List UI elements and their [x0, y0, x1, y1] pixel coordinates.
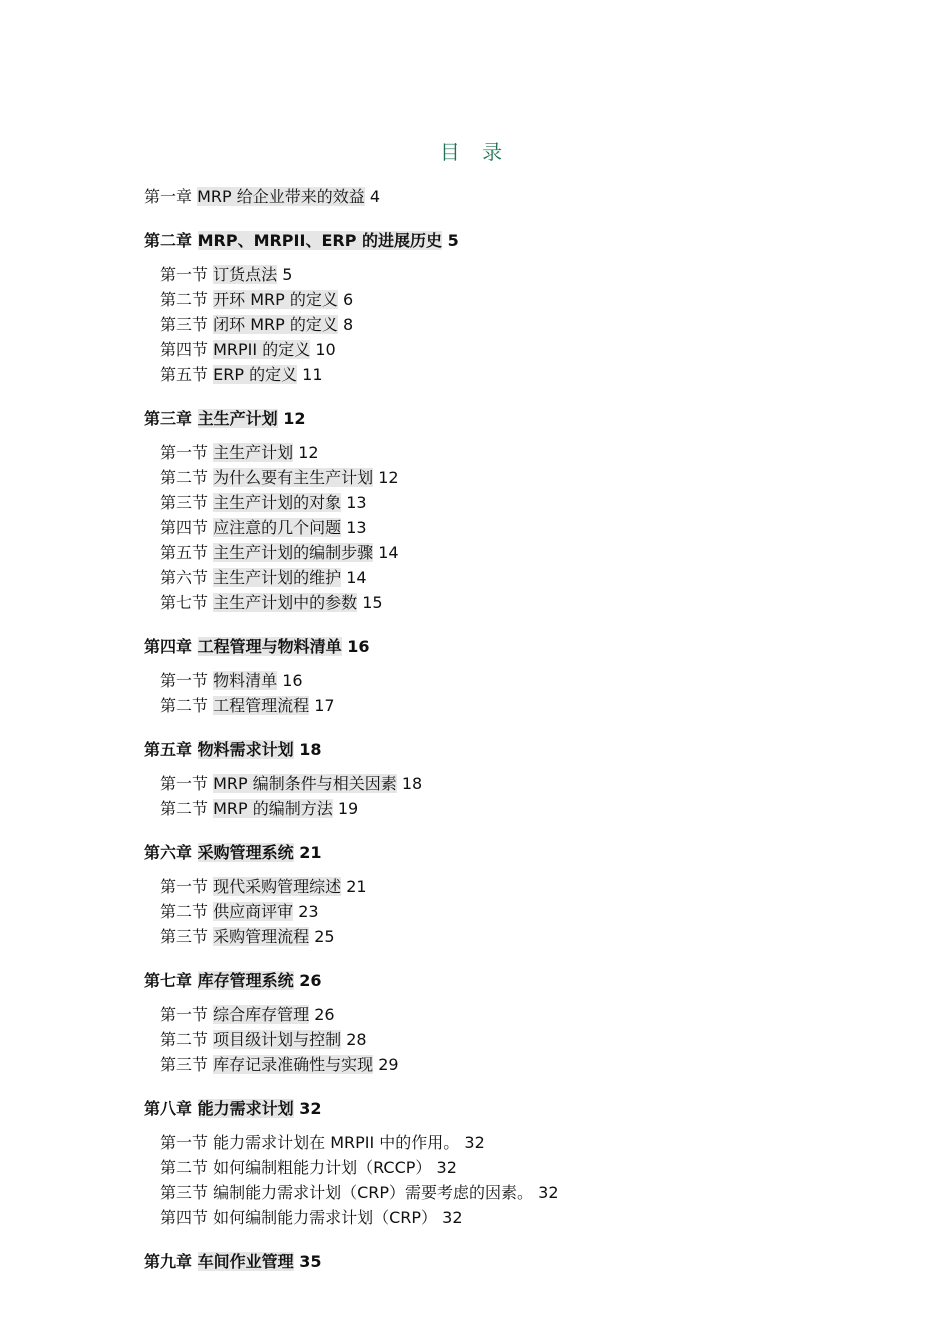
- toc-entry-page-number: 32: [538, 1183, 559, 1202]
- toc-entry-title: 现代采购管理综述: [213, 877, 342, 896]
- toc-entry-number: 第四节: [160, 340, 209, 359]
- toc-section-entry[interactable]: [144, 1052, 864, 1077]
- toc-entry-title: MRP 编制条件与相关因素: [213, 774, 397, 793]
- toc-entry-page-number: 26: [314, 1005, 335, 1024]
- toc-section-entry[interactable]: [144, 515, 864, 540]
- toc-entry-title: 采购管理系统: [197, 843, 294, 862]
- toc-entry-title: 车间作业管理: [197, 1252, 294, 1271]
- toc-entry-page-number: 13: [346, 493, 367, 512]
- toc-entry-title: 订货点法: [213, 265, 278, 284]
- toc-entry-page-number: 21: [346, 877, 367, 896]
- toc-entry-number: 第一节: [160, 877, 209, 896]
- table-of-contents: [144, 184, 864, 1283]
- toc-entry-number: 第一节: [160, 671, 209, 690]
- toc-section-entry[interactable]: [144, 565, 864, 590]
- toc-entry-title: 工程管理流程: [213, 696, 310, 715]
- toc-entry-number: 第五节: [160, 365, 209, 384]
- toc-section-entry[interactable]: [144, 440, 864, 465]
- toc-entry-number: 第七节: [160, 593, 209, 612]
- toc-entry-title: 物料需求计划: [197, 740, 294, 759]
- toc-section-entry[interactable]: [144, 796, 864, 821]
- toc-chapter-entry[interactable]: [144, 968, 864, 993]
- toc-entry-number: 第三节: [160, 927, 209, 946]
- toc-section-entry[interactable]: [144, 693, 864, 718]
- toc-entry-page-number: 12: [283, 409, 306, 428]
- toc-chapter-entry[interactable]: [144, 737, 864, 762]
- toc-section-entry[interactable]: [144, 337, 864, 362]
- toc-entry-title: ERP 的定义: [213, 365, 298, 384]
- toc-entry-page-number: 21: [299, 843, 322, 862]
- toc-entry-number: 第一节: [160, 1005, 209, 1024]
- toc-entry-page-number: 18: [299, 740, 322, 759]
- toc-entry-title: 为什么要有主生产计划: [213, 468, 374, 487]
- toc-entry-title: 如何编制粗能力计划（RCCP）: [213, 1158, 432, 1177]
- toc-entry-number: 第五节: [160, 543, 209, 562]
- toc-entry-title: 编制能力需求计划（CRP）需要考虑的因素。: [213, 1183, 534, 1202]
- toc-entry-page-number: 19: [337, 799, 359, 818]
- toc-entry-page-number: 10: [315, 340, 336, 359]
- toc-entry-title: 能力需求计划在 MRPII 中的作用。: [213, 1133, 460, 1152]
- toc-entry-number: 第六节: [160, 568, 209, 587]
- toc-entry-number: 第三节: [160, 1183, 209, 1202]
- toc-entry-page-number: 14: [378, 543, 399, 562]
- toc-section-entry[interactable]: [144, 312, 864, 337]
- toc-entry-page-number: 25: [314, 927, 335, 946]
- toc-entry-page-number: 12: [378, 468, 399, 487]
- toc-section-entry[interactable]: [144, 590, 864, 615]
- toc-chapter-entry[interactable]: [144, 1096, 864, 1121]
- toc-section-entry[interactable]: [144, 1180, 864, 1205]
- toc-entry-number: 第二节: [160, 696, 209, 715]
- toc-entry-page-number: 17: [314, 696, 335, 715]
- toc-entry-title: 供应商评审: [213, 902, 294, 921]
- toc-section-entry[interactable]: [144, 771, 864, 796]
- toc-entry-number: 第四章: [144, 637, 193, 656]
- toc-section-entry[interactable]: [144, 1130, 864, 1155]
- toc-entry-number: 第二节: [160, 290, 209, 309]
- toc-entry-number: 第六章: [144, 843, 193, 862]
- toc-entry-title: 项目级计划与控制: [213, 1030, 342, 1049]
- toc-entry-page-number: 18: [401, 774, 423, 793]
- toc-entry-page-number: 13: [346, 518, 367, 537]
- toc-chapter-entry[interactable]: [144, 228, 864, 253]
- toc-entry-title: 能力需求计划: [197, 1099, 294, 1118]
- toc-entry-title: 物料清单: [213, 671, 278, 690]
- toc-title: 目 录: [439, 140, 511, 164]
- toc-entry-page-number: 4: [369, 187, 381, 206]
- toc-entry-number: 第二节: [160, 1030, 209, 1049]
- toc-entry-page-number: 16: [282, 671, 303, 690]
- toc-entry-title: MRPII 的定义: [213, 340, 311, 359]
- toc-entry-page-number: 23: [298, 902, 319, 921]
- toc-entry-number: 第二章: [144, 231, 193, 250]
- toc-entry-page-number: 14: [346, 568, 367, 587]
- toc-entry-page-number: 16: [347, 637, 370, 656]
- toc-entry-page-number: 11: [302, 365, 323, 384]
- toc-section-entry[interactable]: [144, 899, 864, 924]
- toc-entry-page-number: 5: [447, 231, 459, 250]
- toc-entry-title: 库存记录准确性与实现: [213, 1055, 374, 1074]
- toc-entry-title: 主生产计划: [213, 443, 294, 462]
- toc-entry-number: 第一节: [160, 443, 209, 462]
- toc-entry-number: 第七章: [144, 971, 193, 990]
- toc-chapter-entry[interactable]: [144, 840, 864, 865]
- toc-entry-number: 第四节: [160, 518, 209, 537]
- toc-entry-title: MRP 给企业带来的效益: [197, 187, 365, 206]
- toc-entry-page-number: 29: [378, 1055, 399, 1074]
- toc-entry-page-number: 32: [464, 1133, 485, 1152]
- toc-entry-page-number: 12: [298, 443, 319, 462]
- toc-entry-title: MRP 的编制方法: [213, 799, 333, 818]
- toc-section-entry[interactable]: [144, 1002, 864, 1027]
- toc-entry-number: 第一章: [144, 187, 193, 206]
- toc-entry-number: 第九章: [144, 1252, 193, 1271]
- toc-entry-number: 第三节: [160, 493, 209, 512]
- toc-section-entry[interactable]: [144, 874, 864, 899]
- toc-entry-title: 主生产计划的对象: [213, 493, 342, 512]
- toc-entry-title: 主生产计划中的参数: [213, 593, 358, 612]
- toc-entry-page-number: 15: [362, 593, 383, 612]
- toc-entry-page-number: 35: [299, 1252, 322, 1271]
- toc-section-entry[interactable]: [144, 540, 864, 565]
- toc-entry-title: 应注意的几个问题: [213, 518, 342, 537]
- toc-section-entry[interactable]: [144, 465, 864, 490]
- toc-section-entry[interactable]: [144, 262, 864, 287]
- toc-entry-page-number: 32: [299, 1099, 322, 1118]
- toc-chapter-entry[interactable]: [144, 184, 864, 209]
- toc-entry-title: 库存管理系统: [197, 971, 294, 990]
- toc-entry-number: 第三章: [144, 409, 193, 428]
- toc-entry-page-number: 32: [442, 1208, 463, 1227]
- toc-entry-title: 主生产计划的维护: [213, 568, 342, 587]
- toc-section-entry[interactable]: [144, 924, 864, 949]
- toc-section-entry[interactable]: [144, 668, 864, 693]
- toc-entry-title: 工程管理与物料清单: [197, 637, 342, 656]
- toc-entry-number: 第二节: [160, 799, 209, 818]
- toc-section-entry[interactable]: [144, 1027, 864, 1052]
- toc-entry-page-number: 28: [346, 1030, 367, 1049]
- toc-entry-number: 第五章: [144, 740, 193, 759]
- toc-entry-number: 第二节: [160, 1158, 209, 1177]
- toc-entry-title: 采购管理流程: [213, 927, 310, 946]
- toc-entry-number: 第四节: [160, 1208, 209, 1227]
- toc-entry-number: 第一节: [160, 774, 209, 793]
- toc-entry-page-number: 26: [299, 971, 322, 990]
- toc-entry-number: 第二节: [160, 468, 209, 487]
- toc-entry-title: MRP、MRPII、ERP 的进展历史: [197, 231, 442, 250]
- toc-chapter-entry[interactable]: [144, 1249, 864, 1274]
- toc-chapter-entry[interactable]: [144, 634, 864, 659]
- toc-entry-number: 第一节: [160, 1133, 209, 1152]
- toc-section-entry[interactable]: [144, 1205, 864, 1230]
- toc-entry-title: 综合库存管理: [213, 1005, 310, 1024]
- toc-section-entry[interactable]: [144, 287, 864, 312]
- toc-section-entry[interactable]: [144, 362, 864, 387]
- toc-chapter-entry[interactable]: [144, 406, 864, 431]
- toc-entry-title: 开环 MRP 的定义: [213, 290, 338, 309]
- toc-entry-number: 第三节: [160, 1055, 209, 1074]
- toc-entry-number: 第二节: [160, 902, 209, 921]
- toc-entry-title: 主生产计划: [197, 409, 278, 428]
- toc-section-entry[interactable]: [144, 490, 864, 515]
- toc-entry-title: 闭环 MRP 的定义: [213, 315, 338, 334]
- toc-entry-page-number: 5: [282, 265, 293, 284]
- toc-entry-title: 如何编制能力需求计划（CRP）: [213, 1208, 438, 1227]
- toc-entry-number: 第八章: [144, 1099, 193, 1118]
- toc-entry-page-number: 32: [436, 1158, 457, 1177]
- toc-entry-page-number: 8: [342, 315, 354, 334]
- toc-entry-page-number: 6: [342, 290, 354, 309]
- toc-section-entry[interactable]: [144, 1155, 864, 1180]
- toc-entry-number: 第一节: [160, 265, 209, 284]
- toc-entry-number: 第三节: [160, 315, 209, 334]
- toc-entry-title: 主生产计划的编制步骤: [213, 543, 374, 562]
